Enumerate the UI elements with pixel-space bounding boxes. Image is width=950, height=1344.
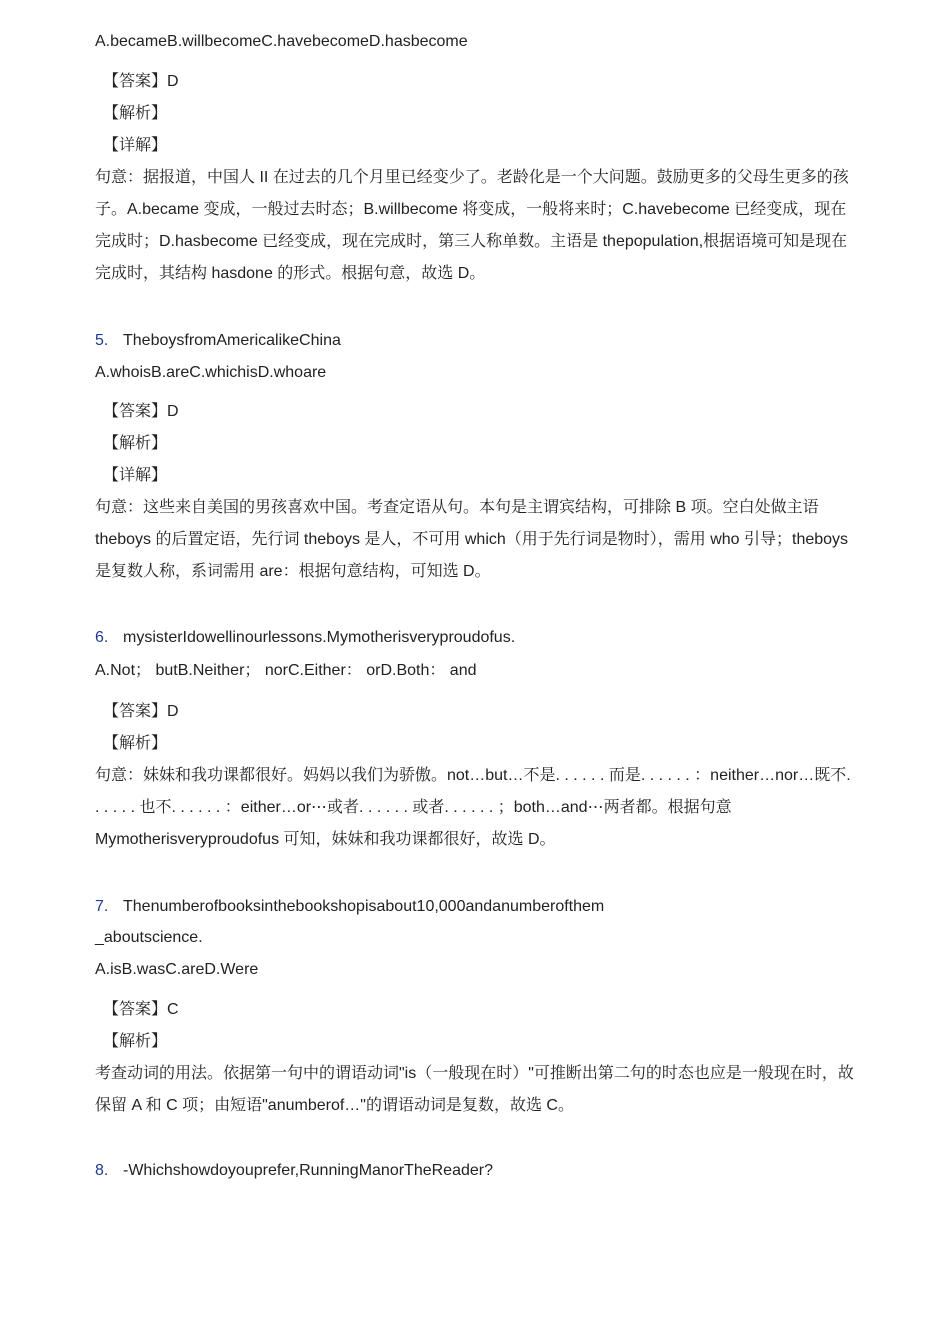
q4-detail-heading: 【详解】 — [103, 137, 168, 154]
q4-explanation: 句意：据报道，中国人 II 在过去的几个月里已经变少了。老龄化是一个大问题。鼓励更多的父母生更多的孩子。A.became 变成，一般过去时态；B.willbecome 将变成，一般将来时；C.havebecome 已经变成，现在完成时；D.hasbecome 已经变成，现在完成时，第三人称单数。主语是 thepopulation,根据语境可知是现在完成时，其结构 hasdone 的形式。根据句意，故选 D。 — [95, 169, 849, 282]
q7-analysis-heading: 【解析】 — [103, 1033, 168, 1050]
q6-stem-line — [95, 628, 515, 648]
q5-stem-line — [95, 331, 341, 351]
q4-options: A.becameB.willbecomeC.havebecomeD.hasbecome — [95, 33, 468, 50]
q6-options: A.Not； butB.Neither； norC.Either： orD.Both： and — [95, 662, 477, 679]
q5-answer: 【答案】D — [103, 403, 179, 420]
q4-answer: 【答案】D — [103, 73, 179, 90]
q7-explanation: 考查动词的用法。依据第一句中的谓语动词"is（一般现在时）"可推断出第二句的时态也应是一般现在时，故保留 A 和 C 项；由短语"anumberof…"的谓语动词是复数，故选 C。 — [95, 1065, 854, 1114]
q5-stem: TheboysfromAmericalikeChina — [123, 332, 341, 349]
q5-number: 5. — [95, 332, 109, 349]
q7-answer: 【答案】C — [103, 1001, 179, 1018]
q5-explanation: 句意：这些来自美国的男孩喜欢中国。考查定语从句。本句是主谓宾结构，可排除 B 项。空白处做主语 theboys 的后置定语，先行词 theboys 是人，不可用 which（用于先行词是物时），需用 who 引导；theboys 是复数人称，系词需用 are：根据句意结构，可知选 D。 — [95, 499, 849, 580]
q5-analysis-heading: 【解析】 — [103, 435, 168, 452]
q7-stem: Thenumberofbooksinthebookshopisabout10,000andanumberofthem — [123, 898, 605, 915]
q6-stem: mysisterIdowellinourlessons.Mymotherisveryproudofus. — [123, 629, 516, 646]
q8-stem: -Whichshowdoyouprefer,RunningManorTheReader? — [123, 1162, 493, 1179]
q5-detail-heading: 【详解】 — [103, 467, 168, 484]
q5-options: A.whoisB.areC.whichisD.whoare — [95, 364, 327, 381]
q6-analysis-heading: 【解析】 — [103, 735, 168, 752]
q4-analysis-heading: 【解析】 — [103, 105, 168, 122]
q6-answer: 【答案】D — [103, 703, 179, 720]
q6-number: 6. — [95, 629, 109, 646]
q6-explanation: 句意：妹妹和我功课都很好。妈妈以我们为骄傲。not…but…不是. . . . . . 而是. . . . . . ：neither…nor…既不. . . . . . 也不. . . . . . ：either…or⋯或者. . . . . . 或者. . . . . . ；both…and⋯两者都。根据句意 Mymotherisveryproudofus 可知，妹妹和我功课都很好，故选 D。 — [95, 767, 851, 848]
q8-stem-line — [95, 1161, 493, 1181]
q7-options: A.isB.wasC.areD.Were — [95, 961, 259, 978]
q7-stem-line — [95, 897, 604, 917]
q8-number: 8. — [95, 1162, 109, 1179]
q7-number: 7. — [95, 898, 109, 915]
q7-stem-continuation: _aboutscience. — [95, 929, 203, 946]
